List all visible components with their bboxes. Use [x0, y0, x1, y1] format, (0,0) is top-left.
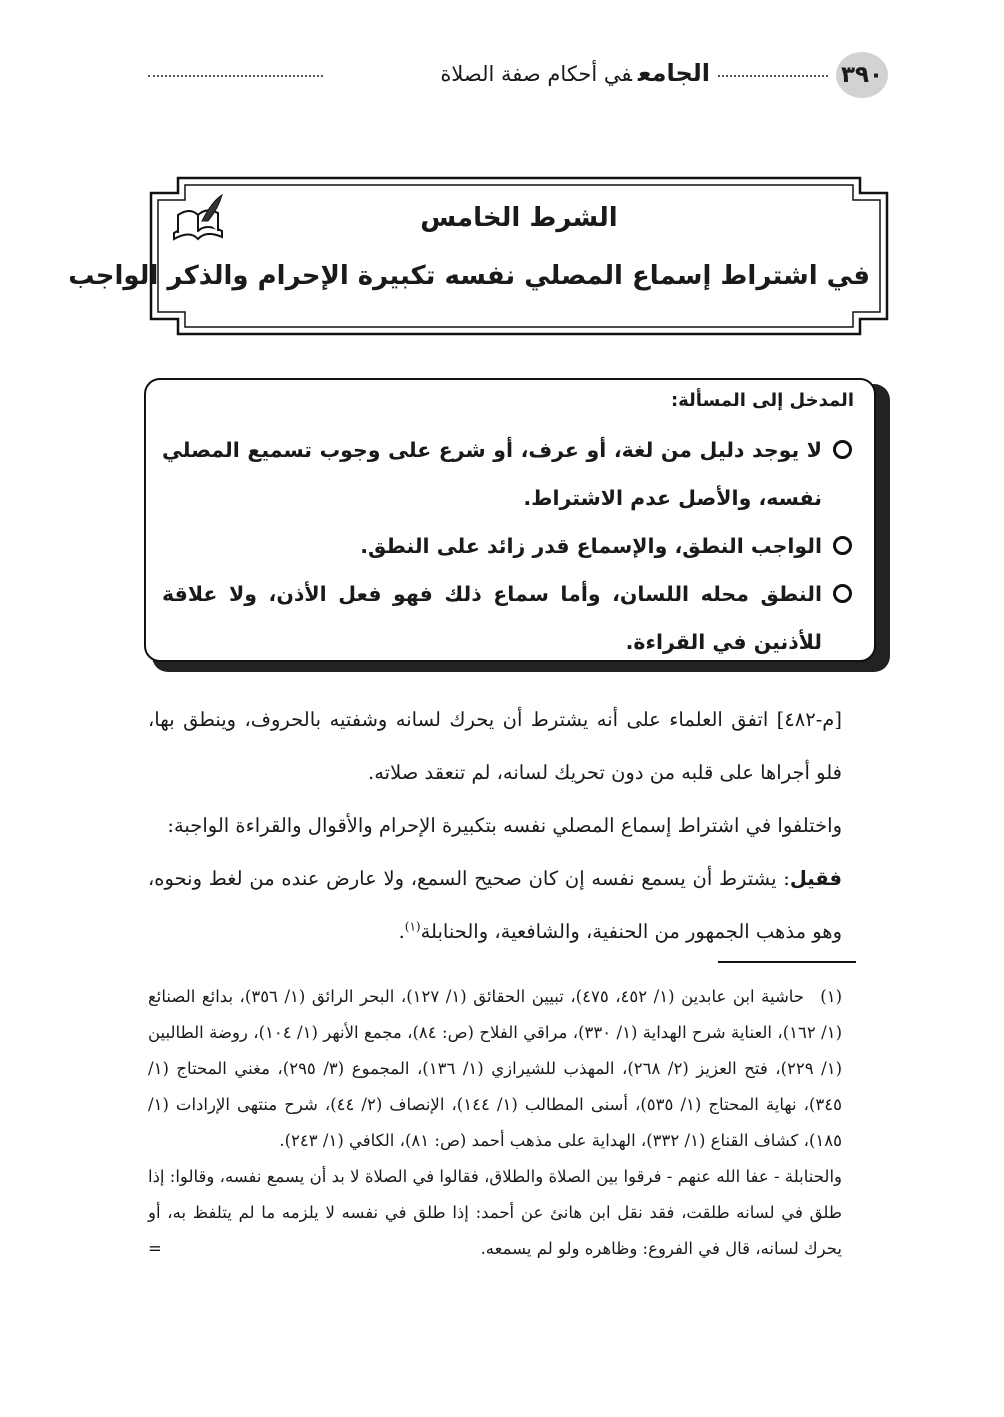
footnote-number: (١) — [820, 987, 843, 1006]
paragraph: فقيل: يشترط أن يسمع نفسه إن كان صحيح السمع، ولا عارض عنده من لغط ونحوه، وهو مذهب الجمهور من الحنفية، والشافعية، والحنابلة$^{(١)}$. — [148, 867, 842, 943]
paragraph: [م-٤٨٢] اتفق العلماء على أنه يشترط أن يحرك لسانه وشفتيه بالحروف، وينطق بها، فلو أجراها على قلبه من دون تحريك لسانه، لم تنعقد صلاته. — [148, 708, 842, 784]
footnote-reference: (١) — [404, 919, 421, 934]
running-header — [148, 52, 888, 98]
ornamental-frame — [68, 175, 890, 337]
paragraph: واختلفوا في اشتراط إسماع المصلي نفسه بتكبيرة الإحرام والأقوال والقراءة الواجبة: — [167, 814, 842, 837]
chapter-heading-frame — [68, 175, 890, 337]
footnote: (١)حاشية ابن عابدين (١/ ٤٥٢، ٤٧٥)، تبيين الحقائق (١/ ١٢٧)، البحر الرائق (١/ ٣٥٦)، بدائع الصنائع (١/ ١٦٢)، العناية شرح الهداية (١/ ٣٣٠)، مراقي الفلاح (ص: ٨٤)، مجمع الأنهر (١/ ١٠٤)، روضة الطالبين (١/ ٢٢٩)، فتح العزيز (٢/ ٢٦٨)، المهذب للشيرازي (١/ ١٣٦)، المجموع (٣/ ٢٩٥)، مغني المحتاج (١/ ٣٤٥)، نهاية المحتاج (١/ ٥٣٥)، أسنى المطالب (١/ ١٤٤)، الإنصاف (٢/ ٤٤)، شرح منتهى الإرادات (١/ ١٨٥)، كشاف القناع (١/ ٣٣٢)، الهداية على مذهب أحمد (ص: ٨١)، الكافي (١/ ٢٤٣). — [148, 979, 842, 1159]
book-title-rest: في أحكام صفة الصلاة — [440, 62, 633, 86]
footnote-continuation: والحنابلة - عفا الله عنهم - فرقوا بين الصلاة والطلاق، فقالوا في الصلاة لا بد أن يسمع نفسه، وقالوا: إذا طلق في لسانه طلقت، فقد نقل ابن هانئ عن أحمد: إذا طلق في نفسه لا يلزمه ما لم يتلفظ به، أو يحرك لسانه، قال في الفروع: وظاهره ولو لم يسمعه. = — [148, 1159, 842, 1267]
opinion-label: فقيل — [789, 867, 842, 890]
circle-bullet-icon — [833, 584, 852, 603]
intro-point: لا يوجد دليل من لغة، أو عرف، أو شرع على وجوب تسميع المصلي نفسه، والأصل عدم الاشتراط. — [162, 426, 852, 522]
intro-points — [162, 426, 852, 666]
chapter-subtitle: في اشتراط إسماع المصلي نفسه تكبيرة الإحرام والذكر الواجب — [68, 261, 870, 291]
footnotes — [148, 979, 842, 1267]
chapter-title: الشرط الخامس — [420, 203, 618, 233]
intro-box — [144, 378, 876, 662]
book-title — [440, 59, 710, 87]
book-title-bold: الجامع — [638, 59, 710, 87]
footnote-separator — [718, 961, 856, 963]
intro-point: الواجب النطق، والإسماع قدر زائد على النطق. — [162, 522, 852, 570]
header-dots-left — [148, 75, 323, 77]
continued-mark: = — [148, 1239, 162, 1258]
page-number: ٣٩٠ — [836, 52, 888, 98]
circle-bullet-icon — [833, 440, 852, 459]
main-text — [148, 693, 842, 958]
intro-point: النطق محله اللسان، وأما سماع ذلك فهو فعل الأذن، ولا علاقة للأذنين في القراءة. — [162, 570, 852, 666]
circle-bullet-icon — [833, 536, 852, 555]
header-dots-right — [718, 75, 828, 77]
intro-label: المدخل إلى المسألة: — [670, 390, 854, 411]
